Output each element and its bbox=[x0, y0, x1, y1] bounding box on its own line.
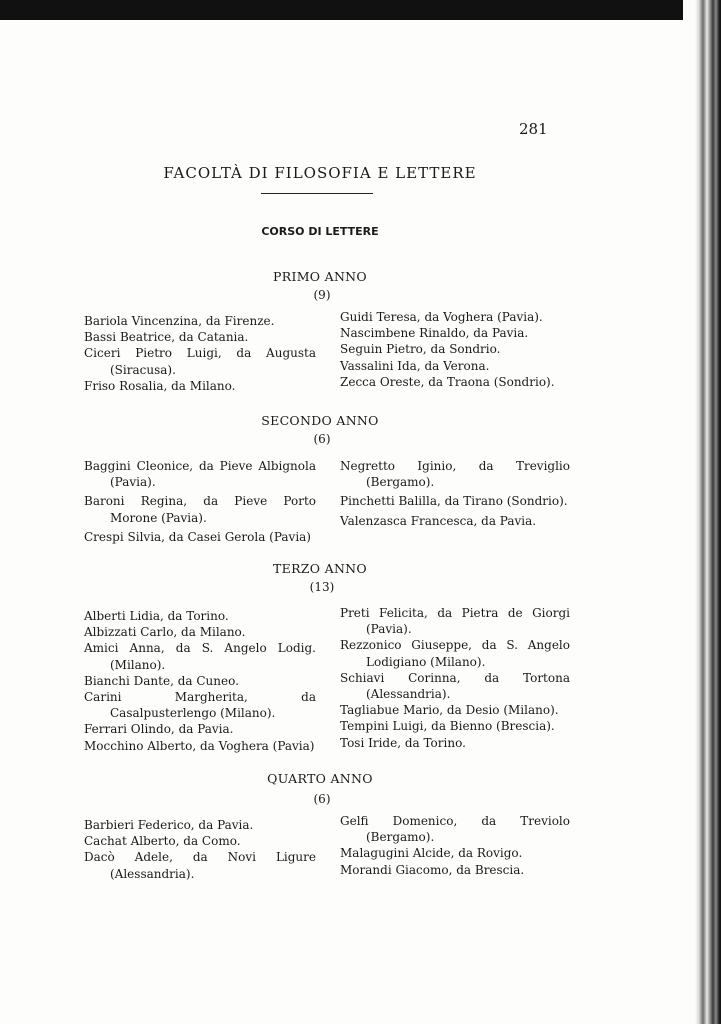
year-count-secondo: (6) bbox=[313, 432, 331, 446]
student-entry: Valenzasca Francesca, da Pavia. bbox=[340, 513, 537, 528]
year-count-terzo: (13) bbox=[309, 580, 335, 594]
student-entry: Amici Anna, da S. Angelo Lodig. (Milano). bbox=[84, 641, 316, 672]
student-entry: Crespi Silvia, da Casei Gerola (Pavia) bbox=[84, 529, 311, 544]
student-entry: Baggini Cleonice, da Pieve Albignola (Pavia). bbox=[84, 459, 316, 490]
student-entry: Bariola Vincenzina, da Firenze. bbox=[84, 314, 275, 328]
student-entry: Zecca Oreste, da Traona (Sondrio). bbox=[340, 374, 555, 389]
student-entry: Mocchino Alberto, da Voghera (Pavia) bbox=[84, 738, 315, 753]
student-entry: Alberti Lidia, da Torino. bbox=[84, 609, 229, 623]
student-entry: Tosi Iride, da Torino. bbox=[340, 735, 466, 750]
students-left-secondo bbox=[84, 458, 316, 545]
student-entry: Gelfi Domenico, da Treviolo (Bergamo). bbox=[340, 814, 570, 845]
student-entry: Schiavi Corinna, da Tortona (Alessandria). bbox=[340, 670, 570, 702]
students-right-primo bbox=[340, 309, 570, 390]
scan-right-edge bbox=[683, 0, 721, 1024]
year-title-primo: PRIMO ANNO bbox=[273, 269, 367, 284]
year-title-quarto: QUARTO ANNO bbox=[267, 771, 373, 786]
page-number: 281 bbox=[519, 120, 548, 138]
year-count-quarto: (6) bbox=[313, 792, 331, 806]
year-title-terzo: TERZO ANNO bbox=[273, 561, 367, 576]
student-entry: Bianchi Dante, da Cuneo. bbox=[84, 673, 239, 688]
student-entry: Ferrari Olindo, da Pavia. bbox=[84, 722, 234, 737]
student-entry: Barbieri Federico, da Pavia. bbox=[84, 818, 254, 832]
year-title-secondo: SECONDO ANNO bbox=[261, 413, 379, 428]
student-entry: Rezzonico Giuseppe, da S. Angelo Lodigiano (Milano). bbox=[340, 638, 570, 669]
faculty-title: FACOLTÀ DI FILOSOFIA E LETTERE bbox=[163, 164, 477, 182]
student-entry: Ciceri Pietro Luigi, da Augusta (Siracusa). bbox=[84, 346, 316, 377]
student-entry: Dacò Adele, da Novi Ligure (Alessandria). bbox=[84, 850, 316, 881]
students-right-terzo bbox=[340, 605, 570, 751]
student-entry: Negretto Iginio, da Treviglio (Bergamo). bbox=[340, 459, 570, 490]
students-left-primo bbox=[84, 313, 316, 394]
student-entry: Nascimbene Rinaldo, da Pavia. bbox=[340, 326, 529, 341]
student-entry: Vassalini Ida, da Verona. bbox=[340, 358, 490, 373]
students-right-secondo bbox=[340, 458, 570, 529]
students-right-quarto bbox=[340, 813, 570, 878]
scan-top-border bbox=[0, 0, 721, 20]
student-entry: Bassi Beatrice, da Catania. bbox=[84, 330, 249, 345]
student-entry: Albizzati Carlo, da Milano. bbox=[84, 625, 246, 640]
student-entry: Cachat Alberto, da Como. bbox=[84, 834, 241, 849]
student-entry: Guidi Teresa, da Voghera (Pavia). bbox=[340, 310, 543, 324]
title-divider bbox=[261, 193, 373, 194]
student-entry: Friso Rosalia, da Milano. bbox=[84, 378, 236, 393]
student-entry: Tempini Luigi, da Bienno (Brescia). bbox=[340, 719, 555, 734]
student-entry: Malagugini Alcide, da Rovigo. bbox=[340, 846, 523, 861]
student-entry: Carini Margherita, da Casalpusterlengo (Milano). bbox=[84, 690, 316, 721]
student-entry: Morandi Giacomo, da Brescia. bbox=[340, 862, 525, 877]
student-entry: Tagliabue Mario, da Desio (Milano). bbox=[340, 703, 559, 718]
student-entry: Pinchetti Balilla, da Tirano (Sondrio). bbox=[340, 494, 568, 509]
students-left-terzo bbox=[84, 608, 316, 754]
student-entry: Preti Felicita, da Pietra de Giorgi (Pavia). bbox=[340, 606, 570, 637]
course-title: CORSO DI LETTERE bbox=[261, 225, 379, 238]
student-entry: Baroni Regina, da Pieve Porto Morone (Pavia). bbox=[84, 494, 316, 525]
student-entry: Seguin Pietro, da Sondrio. bbox=[340, 342, 501, 357]
year-count-primo: (9) bbox=[313, 288, 331, 302]
students-left-quarto bbox=[84, 817, 316, 882]
